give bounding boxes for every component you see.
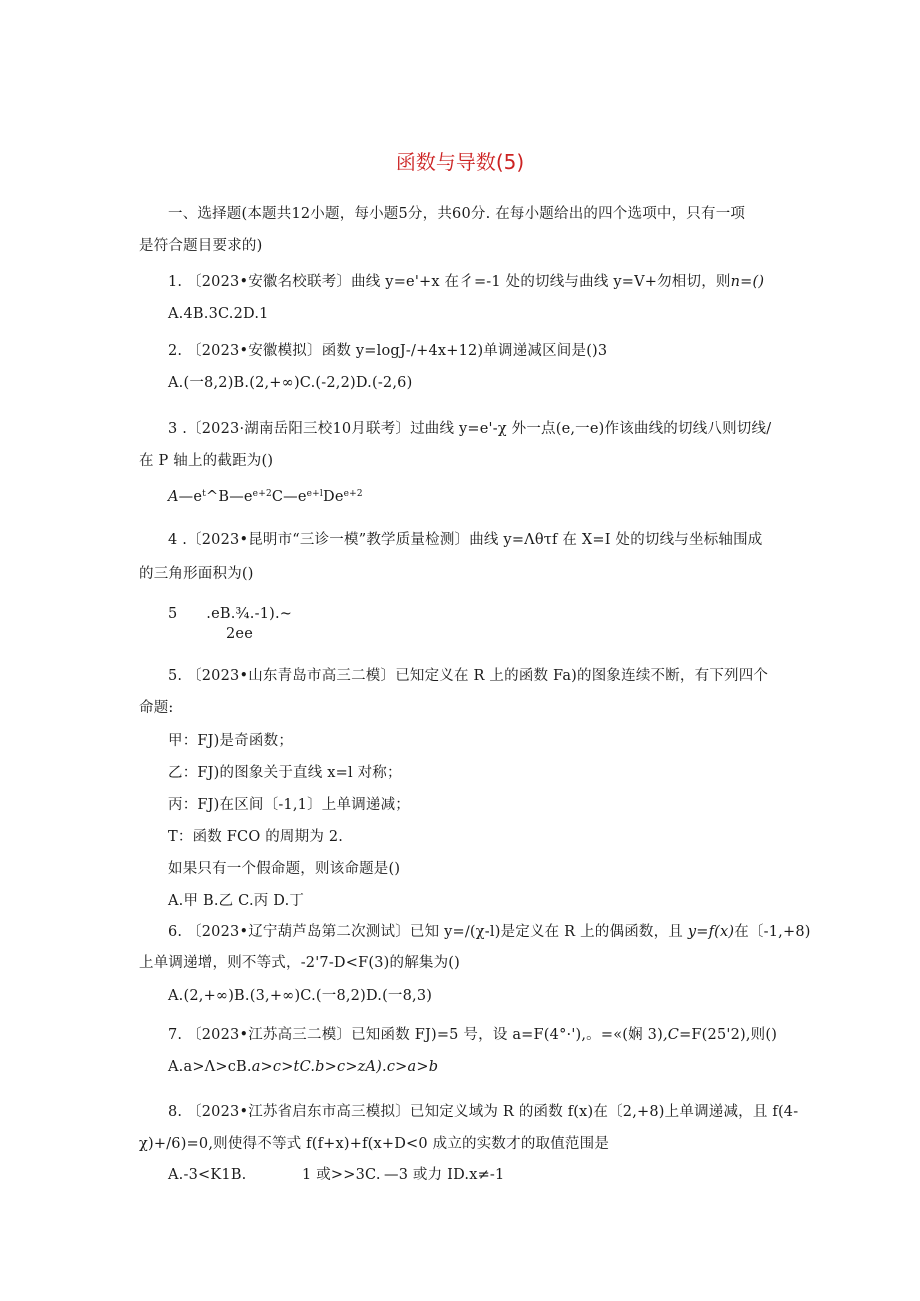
q8-opt-c: —3 或力 ID.x≠-1 [384, 1167, 505, 1183]
q5-options: A.甲 B.乙 C.丙 D.丁 [168, 893, 305, 909]
q8-line2: χ)+/6)=0,则使得不等式 f(f+x)+f(x+D<0 成立的实数才的取值范围是 [139, 1136, 610, 1152]
q3-opt-b: ^B—e [205, 489, 253, 505]
q7-options [168, 1057, 438, 1077]
q3-opt-c-sup: e+l [306, 489, 324, 499]
q7-stem-a: 7. 〔2023•江苏高三二模〕已知函数 FJ)=5 号，设 a=F(4°·'),。=«(娴 3) [168, 1027, 663, 1043]
q2-stem: 2. 〔2023•安徽模拟〕函数 y=logJ-/+4x+12)单调递减区间是()3 [168, 343, 608, 359]
q7-stem-c: =F(25'2),则() [679, 1027, 778, 1043]
q5-stem1: 5. 〔2023•山东青岛市高三二模〕已知定义在 R 上的函数 Fa)的图象连续不断，有下列四个 [168, 668, 769, 684]
q2-options: A.(一8,2)B.(2,+∞)C.(-2,2)D.(-2,6) [168, 375, 413, 391]
q6-line1-a: 6. 〔2023•辽宁葫芦岛第二次测试〕已知 y=∕(χ-l)是定义在 R 上的偶函数，且 [168, 924, 684, 940]
q7-options-b: a>c>tC.b>c>zA).c>a>b [251, 1059, 439, 1075]
q4-line2: 的三角形面积为() [139, 566, 254, 582]
q3-opt-a-sup: t [202, 489, 206, 499]
q7-stem [168, 1025, 777, 1045]
q8-opt-b: 1 或>>3C. [302, 1167, 381, 1183]
q1-stem-tail: n=() [730, 274, 765, 290]
q4-line1: 4 .〔2023•昆明市“三诊一模”教学质量检测〕曲线 y=Λθτf 在 X=I 处的切线与坐标轴围成 [168, 532, 763, 548]
q3-opt-a-label: A [168, 489, 179, 505]
q1-stem-text: 1. 〔2023•安徽名校联考〕曲线 y=e'+x 在彳=-1 处的切线与曲线 y=V+勿相切，则 [168, 274, 731, 290]
q6-line1-c: 在〔-1,+8) [734, 924, 811, 940]
q6-line1 [168, 922, 811, 942]
q5-proposition-jia: 甲：FJ)是奇函数； [168, 733, 294, 749]
q3-opt-c: C—e [271, 489, 307, 505]
q6-line1-b: y=f(x) [683, 924, 735, 940]
q3-opt-b-sup: e+2 [252, 489, 272, 499]
q4-options-line2: 2ee [226, 626, 253, 642]
q3-line1: 3 .〔2023·湖南岳阳三校10月联考〕过曲线 y=e'-χ 外一点(e,一e)作该曲线的切线八则切线/ [168, 421, 772, 437]
q8-line1: 8. 〔2023•江苏省启东市高三模拟〕已知定义域为 R 的函数 f(x)在〔2,+8)上单调递减，且 f(4- [168, 1104, 799, 1120]
section-intro-line1: 一、选择题(本题共12小题，每小题5分，共60分. 在每小题给出的四个选项中，只有一项 [168, 206, 746, 222]
q3-opt-d: De [323, 489, 344, 505]
q5-stem2: 命题: [139, 700, 174, 716]
q3-opt-d-sup: e+2 [343, 489, 363, 499]
q1-stem [168, 272, 764, 292]
q5-proposition-ding: T：函数 FCO 的周期为 2. [168, 829, 344, 845]
page-title: 函数与导数(5) [395, 150, 525, 174]
q3-opt-a: —e [178, 489, 203, 505]
q5-proposition-yi: 乙：FJ)的图象关于直线 x=l 对称； [168, 765, 402, 781]
q6-options: A.(2,+∞)B.(3,+∞)C.(一8,2)D.(一8,3) [168, 988, 433, 1004]
section-intro-line2: 是符合题目要求的) [139, 238, 263, 254]
q5-proposition-bing: 丙：FJ)在区间〔-1,1〕上单调递减； [168, 797, 410, 813]
q3-line2: 在 P 轴上的截距为() [139, 453, 274, 469]
q6-line2: 上单调递增，则不等式，-2'7-D<F(3)的解集为() [139, 955, 461, 971]
q7-stem-b: ,C [662, 1027, 680, 1043]
q8-opt-a: A.-3<K1B. [168, 1167, 247, 1183]
q7-options-a: A.a>Λ>cB. [168, 1059, 252, 1075]
q4-options-line1: 5 .eB.¾.-1).~ [168, 606, 293, 622]
q3-options [168, 484, 363, 507]
q5-question: 如果只有一个假命题，则该命题是() [168, 861, 401, 877]
q1-options: A.4B.3C.2D.1 [168, 306, 269, 322]
